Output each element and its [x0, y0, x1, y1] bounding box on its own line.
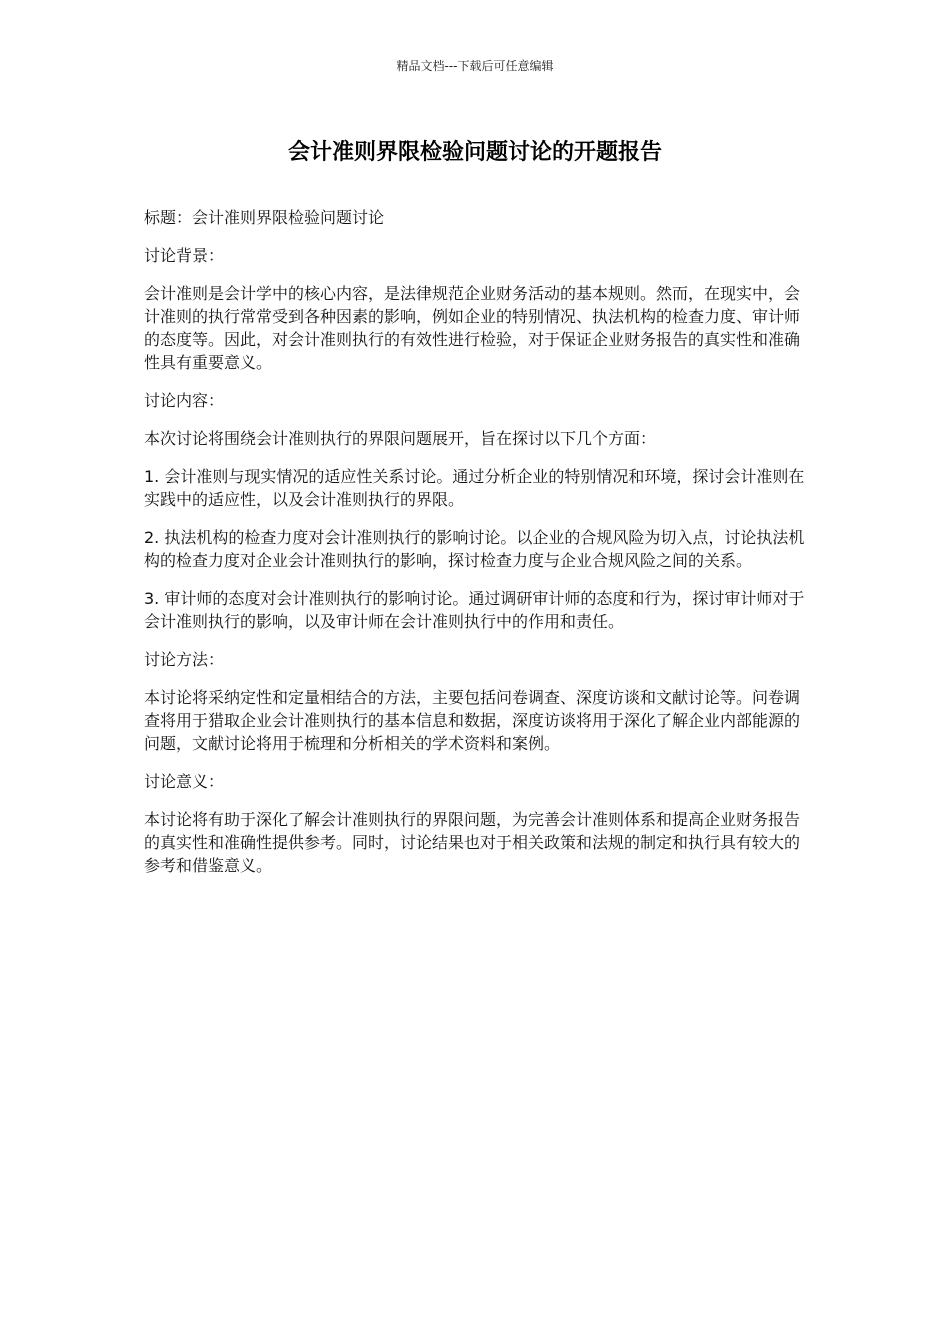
method-paragraph: 本讨论将采纳定性和定量相结合的方法，主要包括问卷调查、深度访谈和文献讨论等。问卷调查将用于猎取企业会计准则执行的基本信息和数据，深度访谈将用于深化了解企业内部能源的问题，文献讨论将用于梳理和分析相关的学术资料和案例。	[144, 688, 801, 753]
document-body	[144, 206, 806, 892]
section-heading-method: 讨论方法：	[144, 650, 225, 669]
document-title: 会计准则界限检验问题讨论的开题报告	[287, 140, 662, 165]
content-item-1: 1. 会计准则与现实情况的适应性关系讨论。通过分析企业的特别情况和环境，探讨会计准则在实践中的适应性，以及会计准则执行的界限。	[144, 467, 805, 509]
content-intro-paragraph: 本次讨论将围绕会计准则执行的界限问题展开，旨在探讨以下几个方面：	[144, 429, 657, 448]
section-heading-background: 讨论背景：	[144, 246, 225, 265]
content-item-2: 2. 执法机构的检查力度对会计准则执行的影响讨论。以企业的合规风险为切入点，讨论执法机构的检查力度对企业会计准则执行的影响，探讨检查力度与企业合规风险之间的关系。	[144, 528, 805, 570]
title-line: 标题：会计准则界限检验问题讨论	[144, 208, 385, 227]
section-heading-content: 讨论内容：	[144, 391, 225, 410]
header-note: 精品文档---下载后可任意编辑	[396, 59, 554, 73]
background-paragraph: 会计准则是会计学中的核心内容，是法律规范企业财务活动的基本规则。然而，在现实中，会计准则的执行常常受到各种因素的影响，例如企业的特别情况、执法机构的检查力度、审计师的态度等。因此，对会计准则执行的有效性进行检验，对于保证企业财务报告的真实性和准确性具有重要意义。	[144, 284, 801, 372]
significance-paragraph: 本讨论将有助于深化了解会计准则执行的界限问题，为完善会计准则体系和提高企业财务报告的真实性和准确性提供参考。同时，讨论结果也对于相关政策和法规的制定和执行具有较大的参考和借鉴意义。	[144, 810, 801, 875]
section-heading-significance: 讨论意义：	[144, 772, 225, 791]
content-item-3: 3. 审计师的态度对会计准则执行的影响讨论。通过调研审计师的态度和行为，探讨审计师对于会计准则执行的影响，以及审计师在会计准则执行中的作用和责任。	[144, 589, 805, 631]
